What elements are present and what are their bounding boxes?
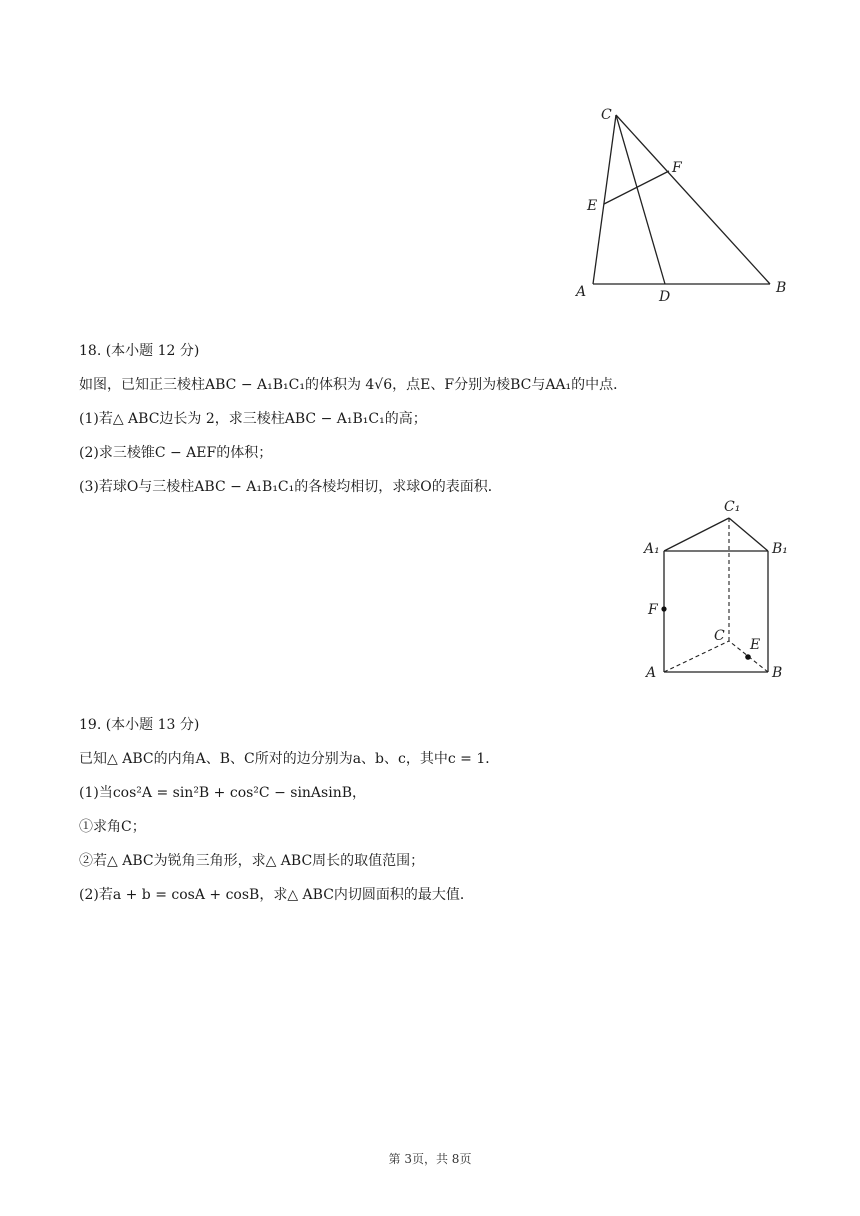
point-e <box>745 654 751 660</box>
prism-figure <box>640 495 800 685</box>
q19-part1: (1)当cos²A = sin²B + cos²C − sinAsinB， <box>79 785 367 801</box>
label-d: D <box>659 289 671 305</box>
q19-part2: (2)若a + b = cosA + cosB，求△ ABC内切圆面积的最大值． <box>79 887 474 903</box>
edge-ac-hidden <box>664 641 729 672</box>
edge-cb <box>616 115 770 284</box>
label-c: C <box>601 107 612 123</box>
label-a: A <box>646 665 657 681</box>
label-c: C <box>714 628 725 644</box>
q19-sub1: ①求角C； <box>79 819 146 835</box>
label-b1: B₁ <box>772 541 788 557</box>
label-e: E <box>750 637 761 653</box>
label-b: B <box>776 280 787 296</box>
q19-intro: 已知△ ABC的内角A、B、C所对的边分别为a、b、c，其中c = 1． <box>79 751 500 767</box>
triangle-diagram <box>570 100 800 310</box>
label-f: F <box>648 602 658 618</box>
segment-ef <box>604 171 669 204</box>
q19-sub2: ②若△ ABC为锐角三角形，求△ ABC周长的取值范围； <box>79 853 425 869</box>
label-f: F <box>672 160 682 176</box>
q18-header: 18. (本小题 12 分) <box>79 343 200 359</box>
label-a: A <box>576 284 587 300</box>
edge-a1c1 <box>664 518 729 551</box>
label-e: E <box>587 198 598 214</box>
triangle-figure <box>570 100 800 310</box>
edge-b1c1 <box>729 518 768 551</box>
label-b: B <box>772 665 783 681</box>
q18-part1: (1)若△ ABC边长为 2，求三棱柱ABC − A₁B₁C₁的高； <box>79 411 427 427</box>
label-a1: A₁ <box>644 541 660 557</box>
median-cd <box>616 115 665 284</box>
q18-part3: (3)若球O与三棱柱ABC − A₁B₁C₁的各棱均相切，求球O的表面积． <box>79 479 502 495</box>
q18-part2: (2)求三棱锥C − AEF的体积； <box>79 445 273 461</box>
label-c1: C₁ <box>724 499 741 515</box>
prism-diagram <box>640 495 800 685</box>
q19-header: 19. (本小题 13 分) <box>79 717 200 733</box>
q18-intro: 如图，已知正三棱柱ABC − A₁B₁C₁的体积为 4√6，点E、F分别为棱BC与AA₁的中点． <box>79 377 628 393</box>
point-f <box>661 606 666 611</box>
page-footer: 第 3页，共 8页 <box>388 1152 472 1166</box>
